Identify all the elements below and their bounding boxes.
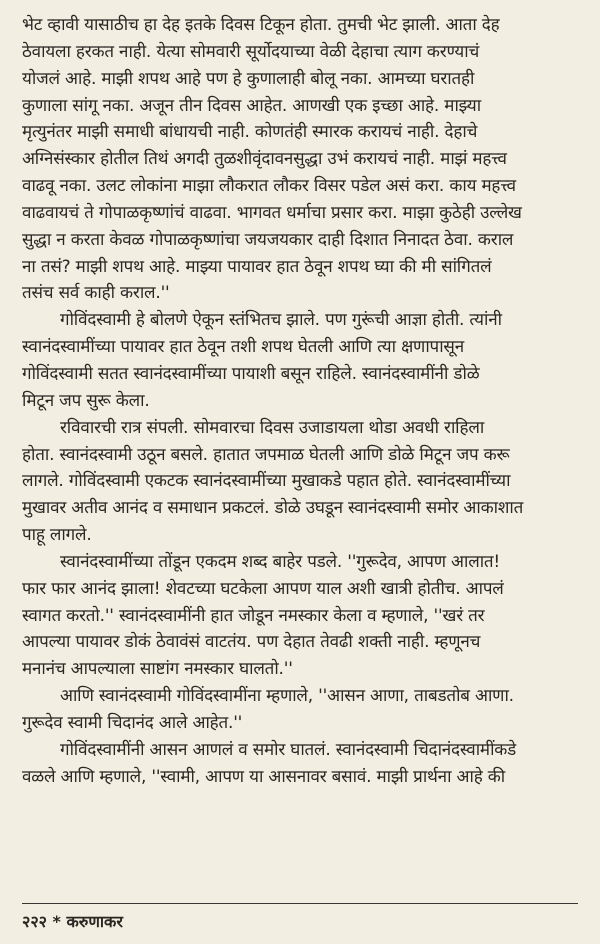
text-line: मिटून जप सुरू केला. xyxy=(22,390,150,411)
text-line: वाढवायचं ते गोपाळकृष्णांचं वाढवा. भागवत धर्माचा प्रसार करा. माझा कुठेही उल्लेख xyxy=(22,202,522,223)
text-line: पाहू लागले. xyxy=(22,525,92,546)
body-text xyxy=(22,12,578,790)
text-line: ना तसं? माझी शपथ आहे. माझ्या पायावर हात ठेवून शपथ घ्या की मी सांगितलं xyxy=(22,256,492,277)
text-line: मृत्युनंतर माझी समाधी बांधायची नाही. कोणतंही स्मारक करायचं नाही. देहाचे xyxy=(22,122,478,143)
text-line: गोविंदस्वामी हे बोलणे ऐकून स्तंभितच झाले. पण गुरूंची आज्ञा होती. त्यांनी xyxy=(60,310,502,331)
text-line: होता. स्वानंदस्वामी उठून बसले. हातात जपमाळ घेतली आणि डोळे मिटून जप करू xyxy=(22,444,510,465)
text-line: गोविंदस्वामींनी आसन आणलं व समोर घातलं. स्वानंदस्वामी चिदानंदस्वामींकडे xyxy=(60,739,517,760)
text-line: स्वानंदस्वामींच्या तोंडून एकदम शब्द बाहेर पडले. ''गुरूदेव, आपण आलात! xyxy=(60,551,501,572)
text-line: वाढवू नका. उलट लोकांना माझा लौकरात लौकर विसर पडेल असं करा. काय महत्त्व xyxy=(22,176,516,197)
text-line: मुखावर अतीव आनंद व समाधान प्रकटलं. डोळे उघडून स्वानंदस्वामी समोर आकाशात xyxy=(22,498,524,519)
text-line: स्वानंदस्वामींच्या पायावर हात ठेवून तशी शपथ घेतली आणि त्या क्षणापासून xyxy=(22,337,464,358)
text-line: फार फार आनंद झाला! शेवटच्या घटकेला आपण याल अशी खात्री होतीच. आपलं xyxy=(22,578,504,599)
text-line: आपल्या पायावर डोकं ठेवावंसं वाटतंय. पण देहात तेवढी शक्ती नाही. म्हणूनच xyxy=(22,632,481,653)
text-line: ठेवायला हरकत नाही. येत्या सोमवारी सूर्योदयाच्या वेळी देहाचा त्याग करण्याचं xyxy=(22,41,480,62)
text-line: लागले. गोविंदस्वामी एकटक स्वानंदस्वामींच्या मुखाकडे पहात होते. स्वानंदस्वामींच्या xyxy=(22,471,511,492)
footer-rule xyxy=(22,903,578,904)
text-line: योजलं आहे. माझी शपथ आहे पण हे कुणालाही बोलू नका. आमच्या घरातही xyxy=(22,68,475,89)
text-line: वळले आणि म्हणाले, ''स्वामी, आपण या आसनावर बसावं. माझी प्रार्थना आहे की xyxy=(22,766,505,787)
text-line: सुद्धा न करता केवळ गोपाळकृष्णांचा जयजयकार दाही दिशात निनादत ठेवा. कराल xyxy=(22,229,514,250)
text-line: आणि स्वानंदस्वामी गोविंदस्वामींना म्हणाले, ''आसन आणा, ताबडतोब आणा. xyxy=(60,686,514,707)
text-line: रविवारची रात्र संपली. सोमवारचा दिवस उजाडायला थोडा अवधी राहिला xyxy=(60,417,485,438)
text-line: स्वागत करतो.'' स्वानंदस्वामींनी हात जोडून नमस्कार केला व म्हणाले, ''खरं तर xyxy=(22,605,485,626)
text-line: गोविंदस्वामी सतत स्वानंदस्वामींच्या पायाशी बसून राहिले. स्वानंदस्वामींनी डोळे xyxy=(22,363,480,384)
text-line: भेट व्हावी यासाठीच हा देह इतके दिवस टिकून होता. तुमची भेट झाली. आता देह xyxy=(22,15,500,35)
page-footer: २२२ * करुणाकर xyxy=(22,912,123,931)
text-line: कुणाला सांगू नका. अजून तीन दिवस आहेत. आणखी एक इच्छा आहे. माझ्या xyxy=(22,95,481,116)
text-line: तसंच सर्व काही कराल.'' xyxy=(22,283,170,304)
text-line: अग्निसंस्कार होतील तिथं अगदी तुळशीवृंदावनसुद्धा उभं करायचं नाही. माझं महत्त्व xyxy=(22,149,507,170)
text-line: मनानंच आपल्याला साष्टांग नमस्कार घालतो.'' xyxy=(22,659,293,680)
text-line: गुरूदेव स्वामी चिदानंद आले आहेत.'' xyxy=(22,712,243,733)
